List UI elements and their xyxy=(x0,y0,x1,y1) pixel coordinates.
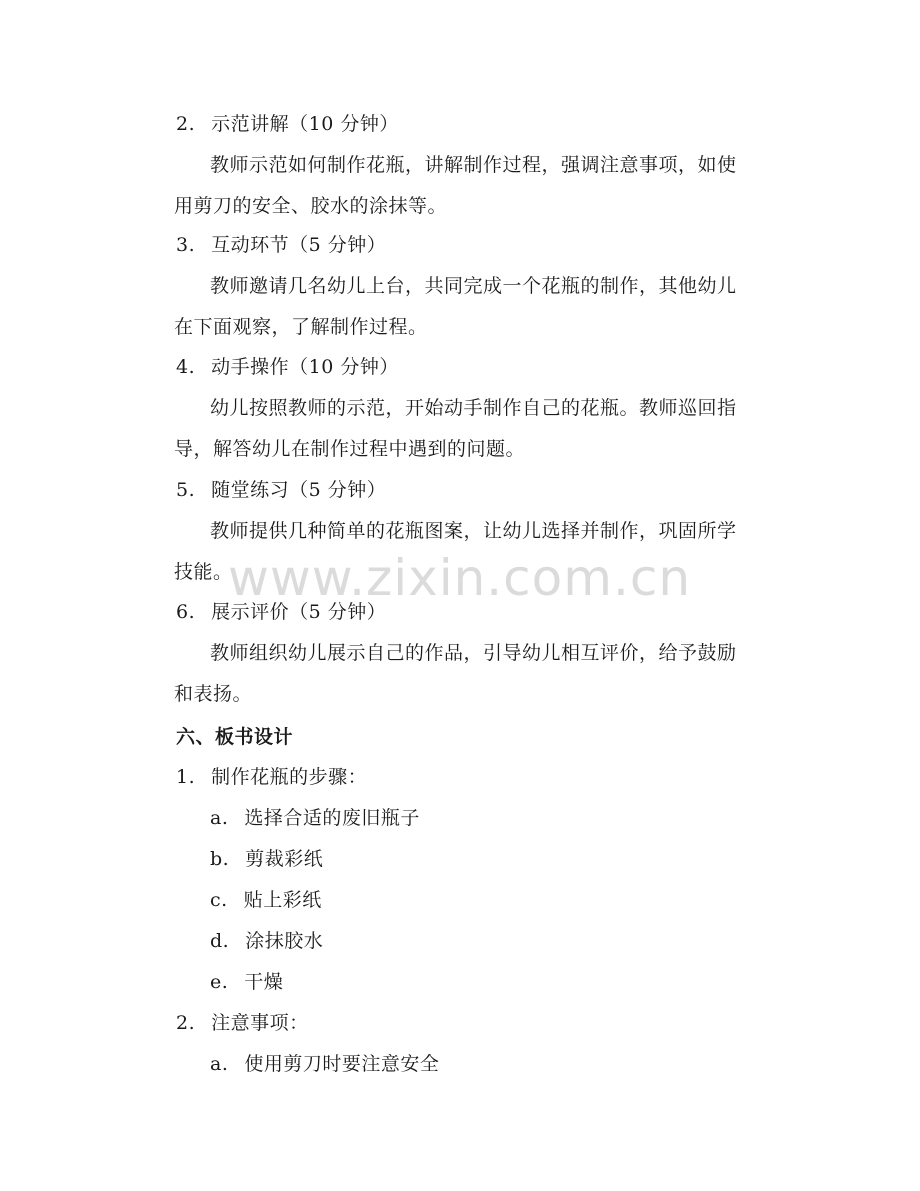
board-item-1-sub-d xyxy=(210,929,323,953)
sub-item-letter: a. xyxy=(210,807,229,829)
step-number: 5. xyxy=(176,479,196,501)
sub-item-text: 贴上彩纸 xyxy=(243,889,322,911)
sub-item-text: 使用剪刀时要注意安全 xyxy=(244,1053,440,1075)
step-4-body-line-2: 导，解答幼儿在制作过程中遇到的问题。 xyxy=(174,438,526,460)
sub-item-letter: e. xyxy=(210,971,229,993)
sub-item-letter: a. xyxy=(210,1053,229,1075)
item-number: 1. xyxy=(176,766,196,788)
step-6-body-line-1: 教师组织幼儿展示自己的作品，引导幼儿相互评价，给予鼓励 xyxy=(210,642,737,664)
item-number: 2. xyxy=(176,1012,196,1034)
step-title-text: 互动环节（5 分钟） xyxy=(211,234,387,256)
board-item-1-sub-a xyxy=(210,806,420,830)
board-item-2 xyxy=(176,1011,309,1035)
step-5-body-line-1: 教师提供几种简单的花瓶图案，让幼儿选择并制作，巩固所学 xyxy=(210,520,737,542)
step-title-text: 随堂练习（5 分钟） xyxy=(211,479,387,501)
step-3-body-line-1: 教师邀请几名幼儿上台，共同完成一个花瓶的制作，其他幼儿 xyxy=(210,275,737,297)
step-title-text: 动手操作（10 分钟） xyxy=(211,356,399,378)
step-3-body-line-2: 在下面观察，了解制作过程。 xyxy=(174,316,428,338)
section-heading-board-design: 六、板书设计 xyxy=(176,726,294,748)
board-item-2-sub-a xyxy=(210,1052,439,1076)
step-6-body-line-2: 和表扬。 xyxy=(174,683,253,705)
step-4-title xyxy=(176,355,399,379)
step-number: 2. xyxy=(176,113,196,135)
step-number: 4. xyxy=(176,356,196,378)
watermark-text: www.zixin.com.cn xyxy=(228,549,692,607)
step-5-body-line-2: 技能。 xyxy=(174,561,233,583)
sub-item-text: 干燥 xyxy=(244,971,284,993)
board-item-1-sub-e xyxy=(210,970,283,994)
step-3-title xyxy=(176,233,386,257)
sub-item-letter: d. xyxy=(210,930,230,952)
board-item-1-sub-c xyxy=(210,888,322,912)
step-5-title xyxy=(176,478,386,502)
step-2-body-line-1: 教师示范如何制作花瓶，讲解制作过程，强调注意事项，如使 xyxy=(210,154,737,176)
step-number: 6. xyxy=(176,601,196,623)
board-item-1-sub-b xyxy=(210,847,323,871)
step-2-body-line-2: 用剪刀的安全、胶水的涂抹等。 xyxy=(174,195,448,217)
sub-item-text: 剪裁彩纸 xyxy=(245,848,324,870)
item-text: 注意事项： xyxy=(211,1012,309,1034)
step-2-title xyxy=(176,112,399,136)
sub-item-text: 选择合适的废旧瓶子 xyxy=(244,807,420,829)
sub-item-text: 涂抹胶水 xyxy=(245,930,324,952)
step-number: 3. xyxy=(176,234,196,256)
step-title-text: 展示评价（5 分钟） xyxy=(211,601,387,623)
board-item-1 xyxy=(176,765,367,789)
step-title-text: 示范讲解（10 分钟） xyxy=(211,113,399,135)
sub-item-letter: b. xyxy=(210,848,230,870)
item-text: 制作花瓶的步骤： xyxy=(211,766,368,788)
step-4-body-line-1: 幼儿按照教师的示范，开始动手制作自己的花瓶。教师巡回指 xyxy=(210,397,737,419)
sub-item-letter: c. xyxy=(210,889,228,911)
